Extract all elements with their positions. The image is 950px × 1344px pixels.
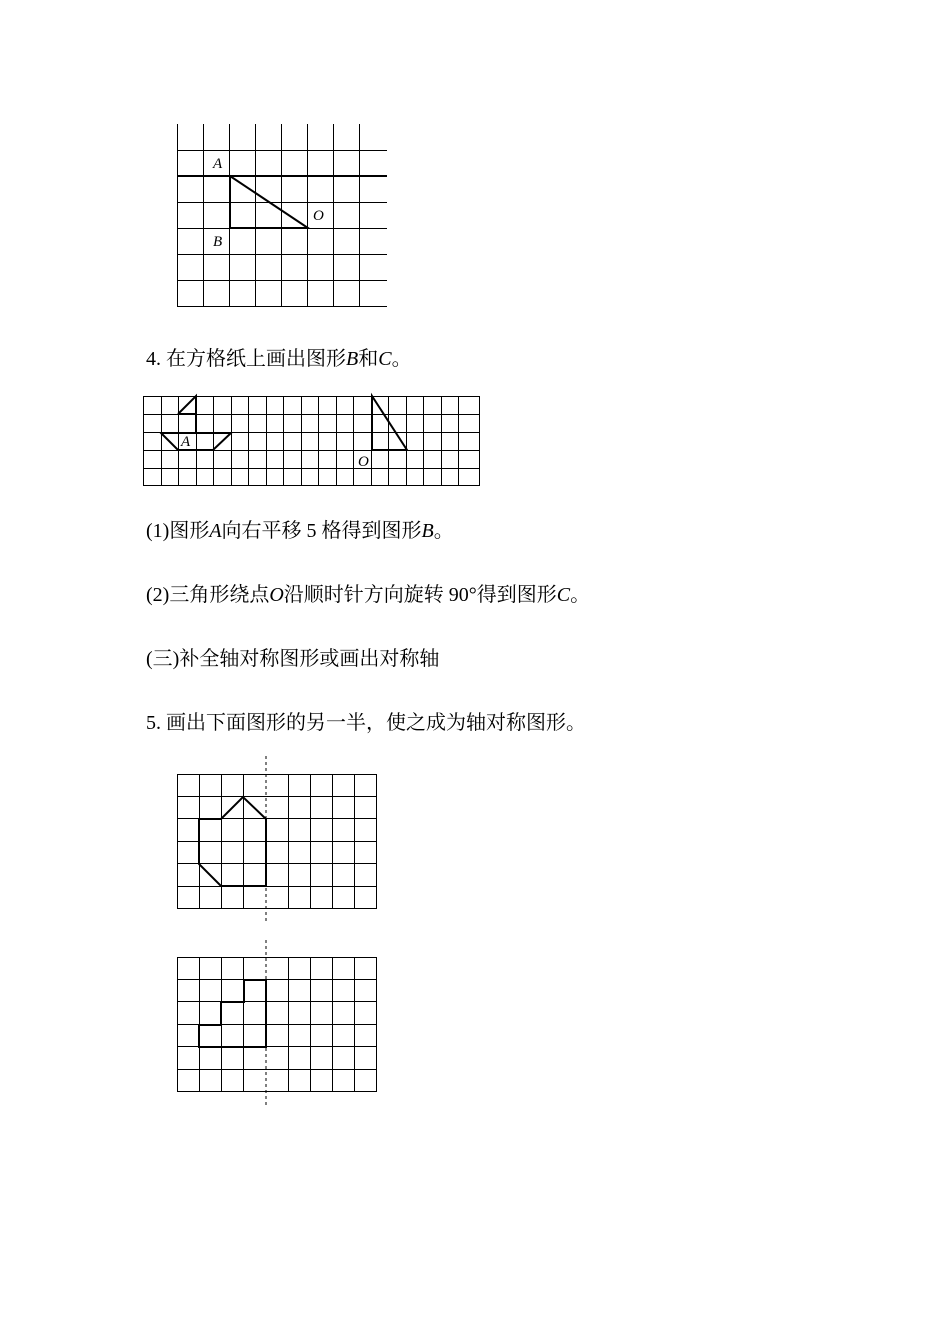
figure-symmetry-1 [176, 756, 380, 922]
triangle-o [372, 396, 407, 450]
figure-triangle-grid [176, 122, 388, 310]
grid-lines [177, 774, 377, 909]
label-a: A [213, 156, 223, 172]
question-4: 4. 在方格纸上画出图形B和C。 [146, 348, 412, 370]
label-o: O [313, 208, 324, 224]
label-b: B [213, 234, 223, 250]
question-4-2: (2)三角形绕点O沿顺时针方向旋转 90°得到图形C。 [146, 584, 591, 606]
figure-symmetry-2 [176, 940, 380, 1106]
label-o: O [358, 454, 369, 470]
half-shape-steps [199, 980, 266, 1047]
label-a: A [181, 434, 191, 450]
question-5: 5. 画出下面图形的另一半，使之成为轴对称图形。 [146, 712, 586, 734]
question-4-1: (1)图形A向右平移 5 格得到图形B。 [146, 520, 454, 542]
grid-lines [177, 124, 387, 307]
question-number: 4 [146, 348, 156, 370]
figure-shape-a-grid [143, 396, 481, 488]
grid-lines [143, 396, 480, 486]
section-3-title: (三)补全轴对称图形或画出对称轴 [146, 648, 440, 670]
question-number: 5 [146, 712, 156, 734]
